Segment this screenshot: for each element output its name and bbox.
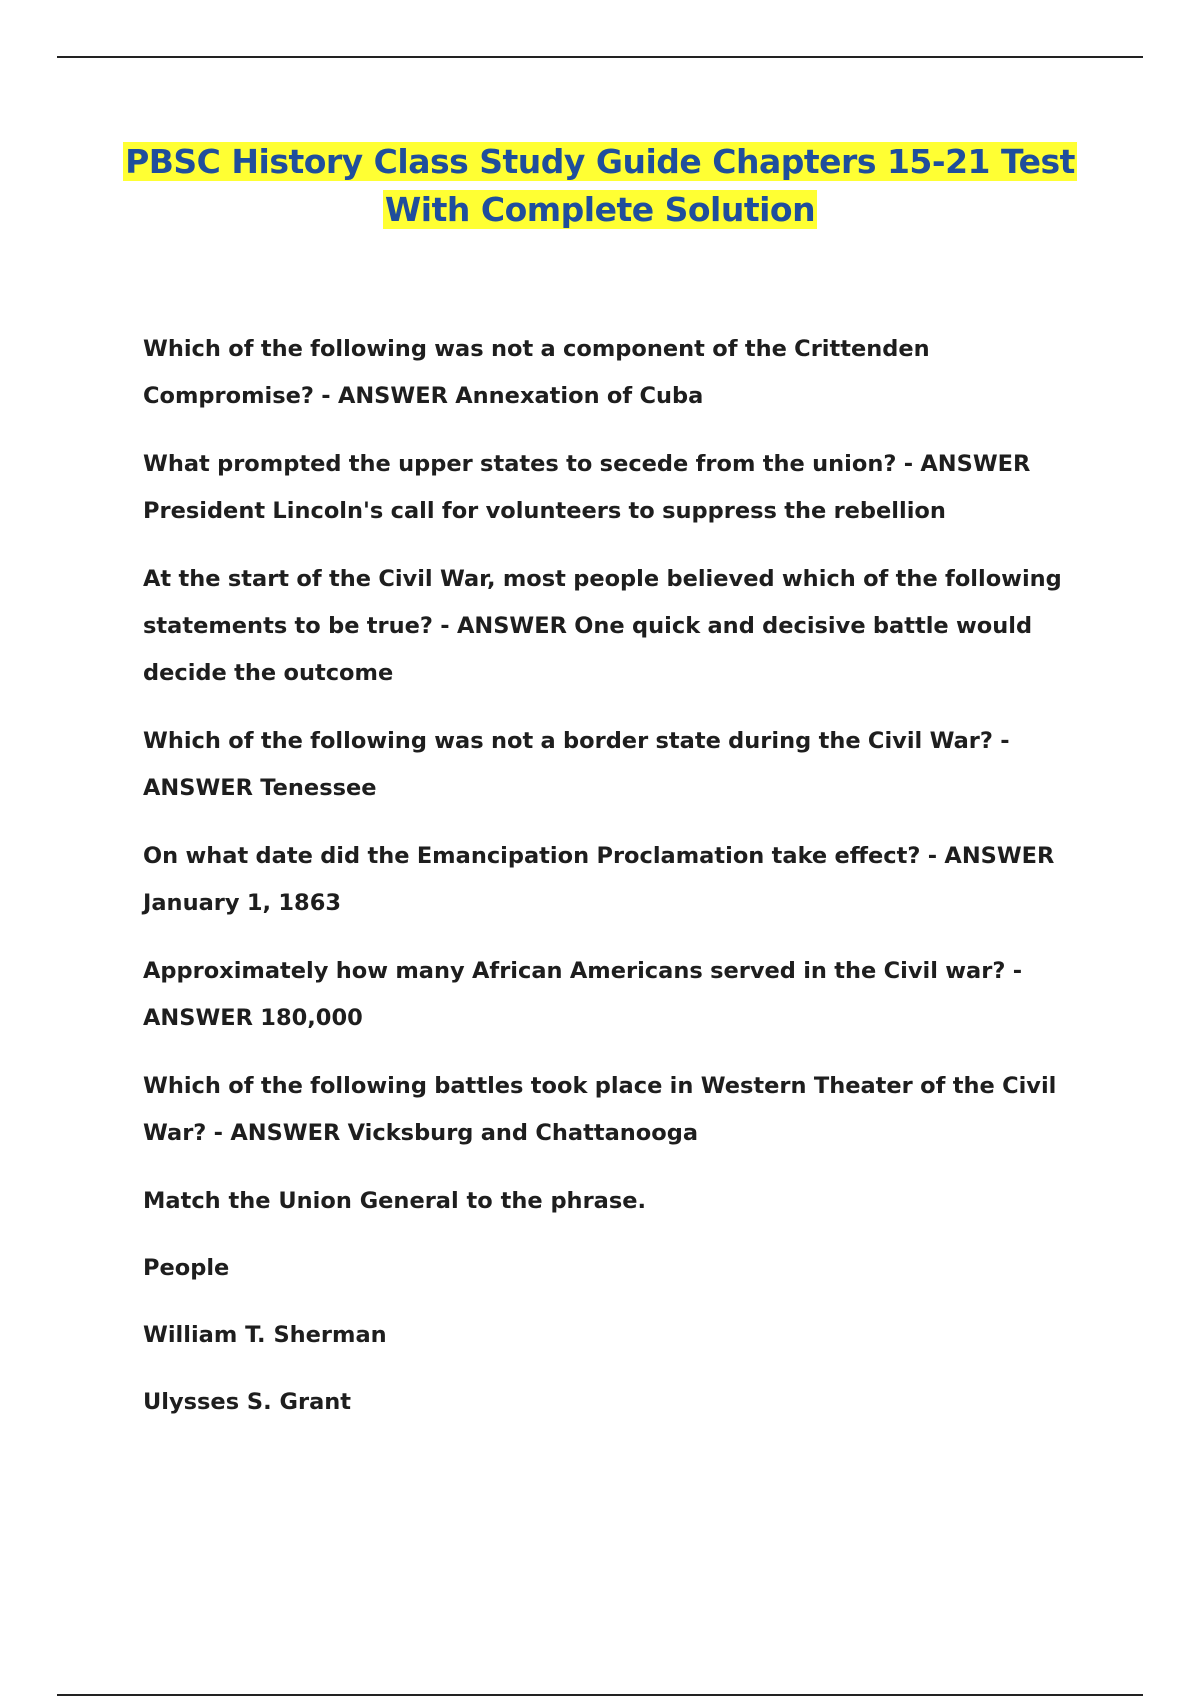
qa-item-3: At the start of the Civil War, most people believed which of the following statements to be true? - ANSWER One quick and decisive battle would decide the outcome	[143, 566, 1062, 686]
study-guide-content	[143, 326, 1103, 1446]
person-grant: Ulysses S. Grant	[143, 1389, 352, 1415]
document-title	[100, 138, 1100, 234]
title-line-2: With Complete Solution	[384, 190, 816, 229]
bottom-rule	[57, 1694, 1143, 1696]
qa-item-6: Approximately how many African Americans served in the Civil war? - ANSWER 180,000	[143, 958, 1023, 1031]
qa-item-5: On what date did the Emancipation Proclamation take effect? - ANSWER January 1, 1863	[143, 843, 1055, 916]
qa-item-2: What prompted the upper states to secede from the union? - ANSWER President Lincoln's call for volunteers to suppress the rebellion	[143, 451, 1031, 524]
top-rule	[57, 56, 1143, 58]
qa-item-4: Which of the following was not a border state during the Civil War? - ANSWER Tenessee	[143, 728, 1010, 801]
qa-item-1: Which of the following was not a component of the Crittenden Compromise? - ANSWER Annexation of Cuba	[143, 336, 930, 409]
person-sherman: William T. Sherman	[143, 1322, 387, 1348]
qa-item-7: Which of the following battles took place in Western Theater of the Civil War? - ANSWER Vicksburg and Chattanooga	[143, 1073, 1057, 1146]
title-line-1: PBSC History Class Study Guide Chapters 15-21 Test	[125, 142, 1075, 181]
match-instruction: Match the Union General to the phrase.	[143, 1188, 647, 1214]
people-heading: People	[143, 1255, 230, 1281]
